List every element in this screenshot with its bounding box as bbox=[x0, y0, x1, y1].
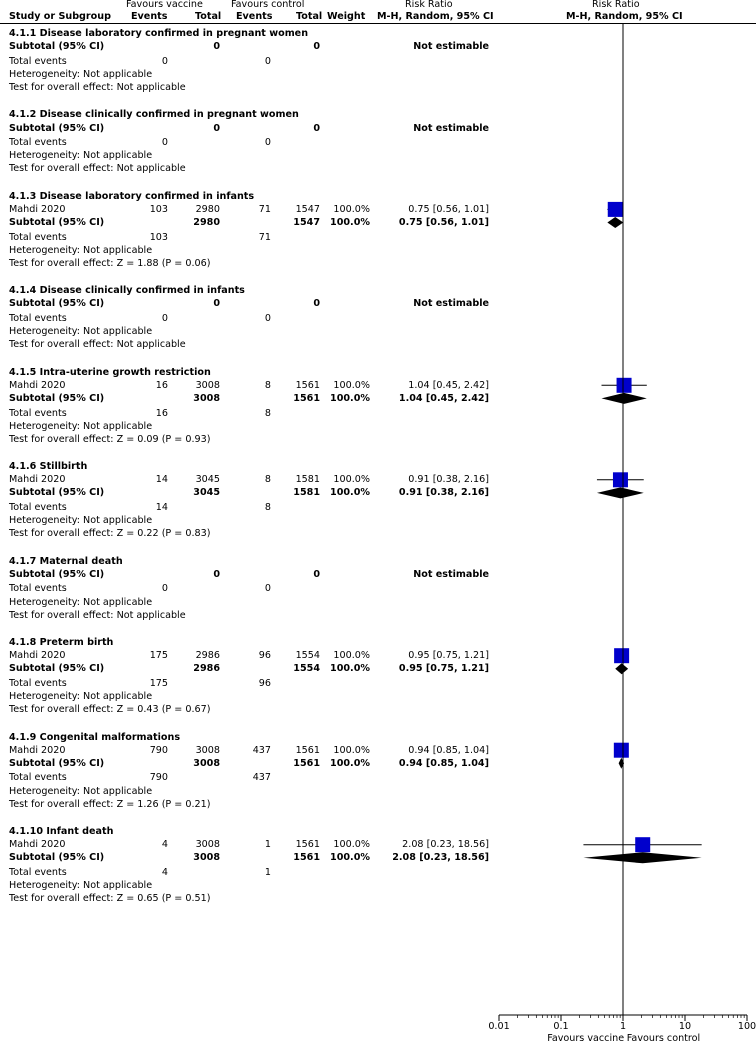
x-tick-label: 0.1 bbox=[553, 1021, 569, 1032]
study-square bbox=[608, 202, 623, 217]
total-events2: 71 bbox=[258, 231, 271, 243]
subtotal-ci: Not estimable bbox=[413, 122, 489, 134]
subtotal-ci: 0.94 [0.85, 1.04] bbox=[398, 757, 489, 769]
subtotal-ci: Not estimable bbox=[413, 41, 489, 53]
study-total1: 2986 bbox=[195, 650, 220, 662]
total-events1: 4 bbox=[161, 866, 168, 878]
study-square bbox=[635, 837, 650, 852]
heterogeneity-text: Heterogeneity: Not applicable bbox=[9, 596, 153, 608]
total-events2: 1 bbox=[264, 866, 271, 878]
subtotal-total1: 0 bbox=[213, 298, 220, 310]
subtotal-total2: 1581 bbox=[293, 487, 320, 499]
total-events2: 437 bbox=[252, 772, 271, 784]
total-events1: 0 bbox=[161, 583, 168, 595]
total-events-label: Total events bbox=[9, 407, 67, 419]
subgroup-title: 4.1.4 Disease clinically confirmed in infants bbox=[9, 285, 245, 297]
header-total1-col: Total bbox=[195, 11, 222, 22]
study-name: Mahdi 2020 bbox=[9, 203, 66, 215]
study-name: Mahdi 2020 bbox=[9, 650, 66, 662]
overall-effect-text: Test for overall effect: Z = 0.43 (P = 0.67) bbox=[9, 704, 211, 716]
subtotal-total1: 0 bbox=[213, 568, 220, 580]
subtotal-label: Subtotal (95% CI) bbox=[9, 487, 105, 499]
subtotal-total1: 2986 bbox=[193, 663, 220, 675]
overall-effect-text: Test for overall effect: Z = 1.88 (P = 0.06) bbox=[9, 257, 211, 269]
subtotal-total2: 1561 bbox=[293, 852, 320, 864]
subtotal-label: Subtotal (95% CI) bbox=[9, 392, 105, 404]
subtotal-total1: 3008 bbox=[193, 757, 220, 769]
subgroup-title: 4.1.3 Disease laboratory confirmed in infants bbox=[9, 190, 255, 202]
heterogeneity-text: Heterogeneity: Not applicable bbox=[9, 515, 153, 527]
subtotal-label: Subtotal (95% CI) bbox=[9, 852, 105, 864]
subtotal-label: Subtotal (95% CI) bbox=[9, 663, 105, 675]
header-favours-vaccine: Favours vaccine bbox=[126, 0, 203, 10]
subtotal-total1: 3045 bbox=[193, 487, 220, 499]
subgroup-title: 4.1.8 Preterm birth bbox=[9, 637, 114, 649]
x-label-favours-control: Favours control bbox=[626, 1033, 701, 1044]
subtotal-weight: 100.0% bbox=[330, 487, 370, 499]
total-events2: 0 bbox=[264, 137, 271, 149]
subtotal-diamond bbox=[601, 393, 646, 404]
heterogeneity-text: Heterogeneity: Not applicable bbox=[9, 785, 153, 797]
x-tick-label: 1 bbox=[619, 1021, 627, 1032]
subtotal-label: Subtotal (95% CI) bbox=[9, 568, 105, 580]
study-weight: 100.0% bbox=[333, 744, 370, 756]
subtotal-ci: 0.91 [0.38, 2.16] bbox=[398, 487, 489, 499]
study-total2: 1561 bbox=[295, 839, 320, 851]
subtotal-total2: 0 bbox=[313, 298, 320, 310]
heterogeneity-text: Heterogeneity: Not applicable bbox=[9, 326, 153, 338]
subtotal-total2: 1547 bbox=[293, 217, 320, 228]
study-events2: 437 bbox=[252, 744, 271, 756]
header-plot-method-col: M-H, Random, 95% CI bbox=[566, 11, 683, 22]
total-events-label: Total events bbox=[9, 55, 67, 67]
total-events1: 0 bbox=[161, 55, 168, 67]
study-weight: 100.0% bbox=[333, 379, 370, 391]
subtotal-ci: 0.75 [0.56, 1.01] bbox=[398, 217, 489, 228]
total-events1: 14 bbox=[155, 502, 168, 513]
total-events-label: Total events bbox=[9, 231, 67, 243]
total-events-label: Total events bbox=[9, 677, 67, 689]
subtotal-ci: 0.95 [0.75, 1.21] bbox=[398, 663, 489, 675]
subgroup-title: 4.1.1 Disease laboratory confirmed in pregnant women bbox=[9, 28, 309, 39]
subtotal-label: Subtotal (95% CI) bbox=[9, 217, 105, 228]
subgroup-title: 4.1.10 Infant death bbox=[9, 826, 114, 838]
total-events1: 103 bbox=[149, 231, 168, 243]
subtotal-diamond bbox=[583, 852, 701, 863]
study-name: Mahdi 2020 bbox=[9, 379, 66, 391]
study-square bbox=[614, 648, 629, 663]
study-total2: 1581 bbox=[295, 474, 320, 486]
study-square bbox=[613, 472, 628, 487]
study-square bbox=[617, 378, 632, 393]
subtotal-total2: 1554 bbox=[293, 663, 320, 675]
subtotal-weight: 100.0% bbox=[330, 663, 370, 675]
study-weight: 100.0% bbox=[333, 839, 370, 851]
subtotal-total1: 3008 bbox=[193, 392, 220, 404]
subtotal-diamond bbox=[607, 217, 623, 228]
study-events2: 8 bbox=[264, 379, 271, 391]
overall-effect-text: Test for overall effect: Z = 0.09 (P = 0.93) bbox=[9, 433, 211, 445]
study-ci: 0.95 [0.75, 1.21] bbox=[408, 650, 489, 662]
study-total1: 3045 bbox=[195, 474, 220, 486]
overall-effect-text: Test for overall effect: Z = 1.26 (P = 0.21) bbox=[9, 798, 211, 810]
heterogeneity-text: Heterogeneity: Not applicable bbox=[9, 880, 153, 891]
study-weight: 100.0% bbox=[333, 474, 370, 486]
header-events2-col: Events bbox=[236, 11, 273, 22]
subtotal-total1: 0 bbox=[213, 122, 220, 134]
study-events2: 71 bbox=[258, 203, 271, 215]
study-total2: 1561 bbox=[295, 379, 320, 391]
study-total1: 3008 bbox=[195, 744, 220, 756]
subtotal-ci: 2.08 [0.23, 18.56] bbox=[392, 852, 489, 864]
study-events1: 103 bbox=[149, 203, 168, 215]
header-method-col: M-H, Random, 95% CI bbox=[377, 11, 494, 22]
heterogeneity-text: Heterogeneity: Not applicable bbox=[9, 150, 153, 162]
subtotal-total2: 0 bbox=[313, 41, 320, 53]
total-events1: 0 bbox=[161, 313, 168, 324]
subtotal-diamond bbox=[615, 663, 628, 674]
study-name: Mahdi 2020 bbox=[9, 839, 66, 851]
total-events2: 0 bbox=[264, 55, 271, 67]
overall-effect-text: Test for overall effect: Not applicable bbox=[9, 81, 186, 93]
subtotal-ci: 1.04 [0.45, 2.42] bbox=[398, 392, 489, 404]
header-risk-ratio: Risk Ratio bbox=[405, 0, 453, 10]
study-events1: 14 bbox=[155, 474, 168, 486]
study-events1: 790 bbox=[149, 744, 168, 756]
subtotal-weight: 100.0% bbox=[330, 757, 370, 769]
overall-effect-text: Test for overall effect: Not applicable bbox=[9, 163, 186, 175]
study-total2: 1554 bbox=[295, 650, 320, 662]
study-ci: 0.91 [0.38, 2.16] bbox=[408, 474, 489, 486]
subtotal-total2: 0 bbox=[313, 122, 320, 134]
total-events-label: Total events bbox=[9, 137, 67, 149]
subtotal-label: Subtotal (95% CI) bbox=[9, 298, 105, 310]
study-events2: 1 bbox=[264, 839, 271, 851]
overall-effect-text: Test for overall effect: Z = 0.22 (P = 0.83) bbox=[9, 528, 211, 540]
subtotal-label: Subtotal (95% CI) bbox=[9, 757, 105, 769]
total-events-label: Total events bbox=[9, 313, 67, 324]
subgroup-title: 4.1.7 Maternal death bbox=[9, 555, 123, 567]
header-weight-col: Weight bbox=[327, 11, 366, 22]
subtotal-ci: Not estimable bbox=[413, 298, 489, 310]
heterogeneity-text: Heterogeneity: Not applicable bbox=[9, 68, 153, 80]
overall-effect-text: Test for overall effect: Not applicable bbox=[9, 609, 186, 621]
total-events1: 0 bbox=[161, 137, 168, 149]
subtotal-total1: 0 bbox=[213, 41, 220, 53]
subtotal-total1: 3008 bbox=[193, 852, 220, 864]
subgroup-title: 4.1.5 Intra-uterine growth restriction bbox=[9, 366, 211, 378]
subgroup-title: 4.1.2 Disease clinically confirmed in pregnant women bbox=[9, 109, 299, 121]
total-events1: 16 bbox=[155, 407, 168, 419]
header-plot-risk-ratio: Risk Ratio bbox=[592, 0, 640, 10]
subtotal-total2: 1561 bbox=[293, 392, 320, 404]
x-tick-label: 10 bbox=[678, 1021, 692, 1032]
study-name: Mahdi 2020 bbox=[9, 744, 66, 756]
subtotal-total2: 0 bbox=[313, 568, 320, 580]
header-study-col: Study or Subgroup bbox=[9, 11, 111, 22]
study-ci: 0.75 [0.56, 1.01] bbox=[408, 203, 489, 215]
total-events2: 96 bbox=[258, 677, 271, 689]
subtotal-weight: 100.0% bbox=[330, 852, 370, 864]
total-events2: 0 bbox=[264, 583, 271, 595]
x-label-favours-vaccine: Favours vaccine bbox=[547, 1033, 625, 1044]
study-total1: 2980 bbox=[195, 203, 220, 215]
x-tick-label: 100 bbox=[737, 1021, 756, 1032]
heterogeneity-text: Heterogeneity: Not applicable bbox=[9, 244, 153, 256]
total-events-label: Total events bbox=[9, 866, 67, 878]
total-events-label: Total events bbox=[9, 583, 67, 595]
total-events2: 8 bbox=[264, 502, 271, 513]
study-square bbox=[614, 743, 629, 758]
total-events1: 790 bbox=[149, 772, 168, 784]
total-events2: 8 bbox=[264, 407, 271, 419]
subgroup-title: 4.1.6 Stillbirth bbox=[9, 461, 88, 473]
study-events2: 8 bbox=[264, 474, 271, 486]
study-events1: 175 bbox=[149, 650, 168, 662]
subtotal-total1: 2980 bbox=[193, 217, 220, 228]
header-favours-control: Favours control bbox=[231, 0, 305, 10]
subtotal-label: Subtotal (95% CI) bbox=[9, 122, 105, 134]
study-events1: 4 bbox=[161, 839, 168, 851]
overall-effect-text: Test for overall effect: Not applicable bbox=[9, 339, 186, 351]
study-events2: 96 bbox=[258, 650, 271, 662]
header-events1-col: Events bbox=[131, 11, 168, 22]
subtotal-ci: Not estimable bbox=[413, 568, 489, 580]
heterogeneity-text: Heterogeneity: Not applicable bbox=[9, 420, 153, 432]
study-name: Mahdi 2020 bbox=[9, 474, 66, 486]
study-ci: 2.08 [0.23, 18.56] bbox=[402, 839, 489, 851]
subtotal-label: Subtotal (95% CI) bbox=[9, 41, 105, 53]
total-events-label: Total events bbox=[9, 502, 67, 513]
heterogeneity-text: Heterogeneity: Not applicable bbox=[9, 691, 153, 702]
overall-effect-text: Test for overall effect: Z = 0.65 (P = 0.51) bbox=[9, 893, 211, 905]
total-events-label: Total events bbox=[9, 772, 67, 784]
study-total2: 1561 bbox=[295, 744, 320, 756]
total-events1: 175 bbox=[149, 677, 168, 689]
study-events1: 16 bbox=[155, 379, 168, 391]
study-ci: 0.94 [0.85, 1.04] bbox=[408, 744, 489, 756]
study-total1: 3008 bbox=[195, 379, 220, 391]
study-total1: 3008 bbox=[195, 839, 220, 851]
subtotal-weight: 100.0% bbox=[330, 392, 370, 404]
subgroup-title: 4.1.9 Congenital malformations bbox=[9, 731, 181, 743]
study-weight: 100.0% bbox=[333, 650, 370, 662]
study-total2: 1547 bbox=[295, 203, 320, 215]
subtotal-weight: 100.0% bbox=[330, 217, 370, 228]
study-weight: 100.0% bbox=[333, 203, 370, 215]
study-ci: 1.04 [0.45, 2.42] bbox=[408, 379, 489, 391]
total-events2: 0 bbox=[264, 313, 271, 324]
subtotal-diamond bbox=[597, 487, 644, 498]
x-tick-label: 0.01 bbox=[488, 1021, 510, 1032]
subtotal-total2: 1561 bbox=[293, 757, 320, 769]
header-total2-col: Total bbox=[296, 11, 323, 22]
